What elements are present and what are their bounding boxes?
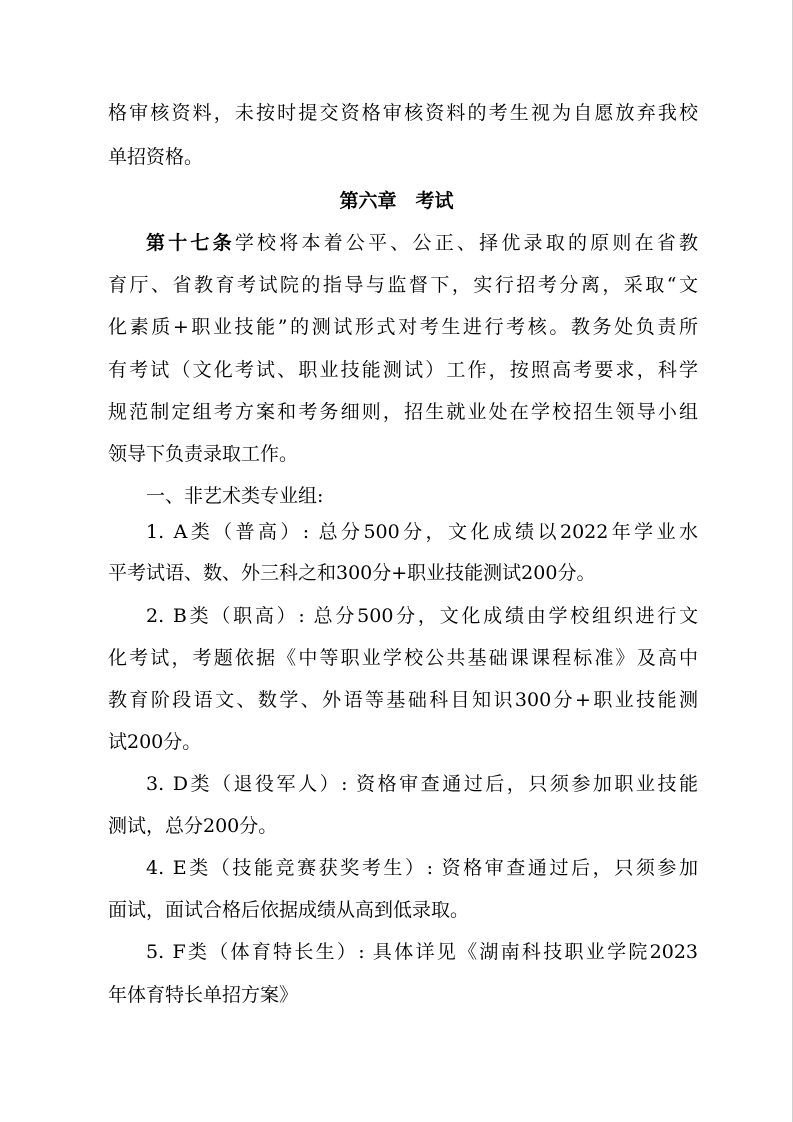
paragraph-line: 格审核资料，未按时提交资格审核资料的考生视为自愿放弃我校 xyxy=(108,102,698,124)
list-item-line: 教育阶段语文、数学、外语等基础科目知识300分+职业技能测 xyxy=(108,689,698,711)
list-item-line: 4. E类（技能竞赛获奖考生）: 资格审查通过后，只须参加 xyxy=(146,857,698,879)
list-item-line: 3. D类（退役军人）: 资格审查通过后，只须参加职业技能 xyxy=(146,773,698,795)
paragraph-line: 单招资格。 xyxy=(108,146,204,168)
article-text: 学校将本着公平、公正、择优录取的原则在省教 xyxy=(234,232,698,254)
chapter-heading: 第六章 考试 xyxy=(339,190,454,212)
article-label: 第十七条 xyxy=(146,232,235,254)
list-item-line: 面试，面试合格后依据成绩从高到低录取。 xyxy=(108,899,470,921)
list-item-line: 试200分。 xyxy=(108,731,202,753)
list-item-line: 平考试语、数、外三科之和300分+职业技能测试200分。 xyxy=(108,562,596,584)
paragraph-line: 化素质+职业技能”的测试形式对考生进行考核。教务处负责所 xyxy=(108,316,698,338)
list-item-line: 化考试，考题依据《中等职业学校公共基础课课程标准》及高中 xyxy=(108,647,698,669)
list-item-line: 年体育特长单招方案》 xyxy=(108,984,299,1006)
list-item-line: 测试，总分200分。 xyxy=(108,815,278,837)
list-item-line: 2. B类（职高）: 总分500分，文化成绩由学校组织进行文 xyxy=(146,605,698,627)
list-item-line: 1. A类（普高）: 总分500分，文化成绩以2022年学业水 xyxy=(146,521,698,543)
paragraph-line: 领导下负责录取工作。 xyxy=(108,443,299,465)
paragraph-line: 规范制定组考方案和考务细则，招生就业处在学校招生领导小组 xyxy=(108,401,698,423)
paragraph-line: 育厅、省教育考试院的指导与监督下，实行招考分离，采取“文 xyxy=(108,274,698,296)
article-17-first-line xyxy=(146,230,698,256)
paragraph-line: 有考试（文化考试、职业技能测试）工作，按照高考要求，科学 xyxy=(108,359,698,381)
list-item-line: 5. F类（体育特长生）: 具体详见《湖南科技职业学院2023 xyxy=(146,941,698,963)
section-heading: 一、非艺术类专业组: xyxy=(146,485,324,507)
